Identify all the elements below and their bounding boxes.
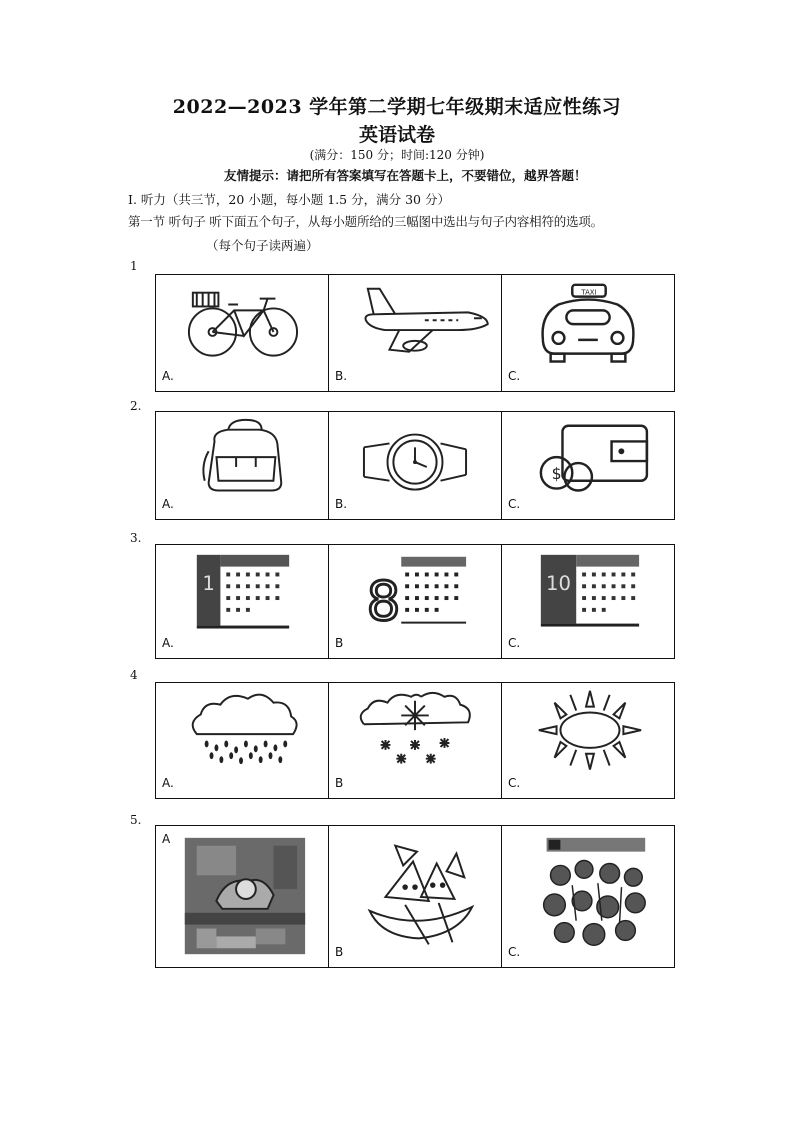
option-label: B. <box>335 497 348 511</box>
backpack-icon <box>156 412 328 519</box>
option-cell[interactable] <box>156 826 329 967</box>
option-label: C. <box>508 636 521 650</box>
option-label: C. <box>508 945 521 959</box>
rain-cloud-icon <box>156 683 328 798</box>
question-3-options <box>155 544 675 659</box>
section-note: （每个句子读两遍） <box>206 238 319 253</box>
question-5-options <box>155 825 675 968</box>
option-label: C. <box>508 369 521 383</box>
taxi-icon <box>502 275 674 391</box>
option-label: A. <box>162 776 174 790</box>
question-number: 3. <box>130 531 142 545</box>
question-2-options <box>155 411 675 520</box>
option-cell[interactable] <box>329 545 502 658</box>
option-cell[interactable] <box>329 683 502 798</box>
option-label: B <box>335 945 344 959</box>
option-label: A. <box>162 497 174 511</box>
option-label: A. <box>162 369 174 383</box>
question-number: 4 <box>130 668 138 682</box>
option-cell[interactable] <box>329 275 502 391</box>
tip-text: 友情提示：请把所有答案填写在答题卡上，不要错位，越界答题！ <box>224 168 587 183</box>
option-cell[interactable] <box>329 826 502 967</box>
option-label: B <box>335 636 344 650</box>
part-heading: I. 听力（共三节，20 小题，每小题 1.5 分，满分 30 分） <box>128 192 450 207</box>
section-instruction: 第一节 听句子 听下面五个句子，从每小题所给的三幅图中选出与句子内容相符的选项。 <box>128 214 603 229</box>
airplane-icon <box>329 275 501 391</box>
option-cell[interactable] <box>329 412 502 519</box>
calendar-october-icon <box>502 545 674 658</box>
sun-icon <box>502 683 674 798</box>
option-cell[interactable] <box>156 275 329 391</box>
svg-text:TAXI: TAXI <box>581 288 597 297</box>
option-label: B. <box>335 369 348 383</box>
question-4-options <box>155 682 675 799</box>
question-number: 2. <box>130 399 142 413</box>
option-cell[interactable] <box>156 545 329 658</box>
question-1-options <box>155 274 675 392</box>
snow-cloud-icon <box>329 683 501 798</box>
option-label: A. <box>162 636 174 650</box>
calendar-digit: 8 <box>366 570 401 633</box>
calendar-digit: 10 <box>546 572 572 596</box>
question-number: 1 <box>130 259 138 273</box>
bicycle-icon <box>156 275 328 391</box>
calendar-august-icon <box>329 545 501 658</box>
option-cell[interactable] <box>502 412 674 519</box>
festival-scene-icon <box>156 826 328 967</box>
option-cell[interactable] <box>156 412 329 519</box>
calendar-digit: 1 <box>202 572 215 596</box>
option-label: C. <box>508 497 521 511</box>
option-cell[interactable] <box>502 826 674 967</box>
option-cell[interactable] <box>502 275 674 391</box>
calendar-january-icon <box>156 545 328 658</box>
option-cell[interactable] <box>502 545 674 658</box>
watch-icon <box>329 412 501 519</box>
exam-subtitle: 英语试卷 <box>358 124 435 146</box>
exam-meta: (满分：150 分；时间:120 分钟) <box>309 148 485 162</box>
option-label: B <box>335 776 344 790</box>
exam-title: 2022—2023 学年第二学期七年级期末适应性练习 <box>172 96 622 118</box>
spring-festival-icon <box>502 826 674 967</box>
dragon-boat-icon <box>329 826 501 967</box>
option-cell[interactable] <box>156 683 329 798</box>
option-label: A <box>162 832 171 846</box>
option-label: C. <box>508 776 521 790</box>
wallet-icon <box>502 412 674 519</box>
option-cell[interactable] <box>502 683 674 798</box>
question-number: 5. <box>130 813 142 827</box>
svg-text:$: $ <box>551 463 562 483</box>
